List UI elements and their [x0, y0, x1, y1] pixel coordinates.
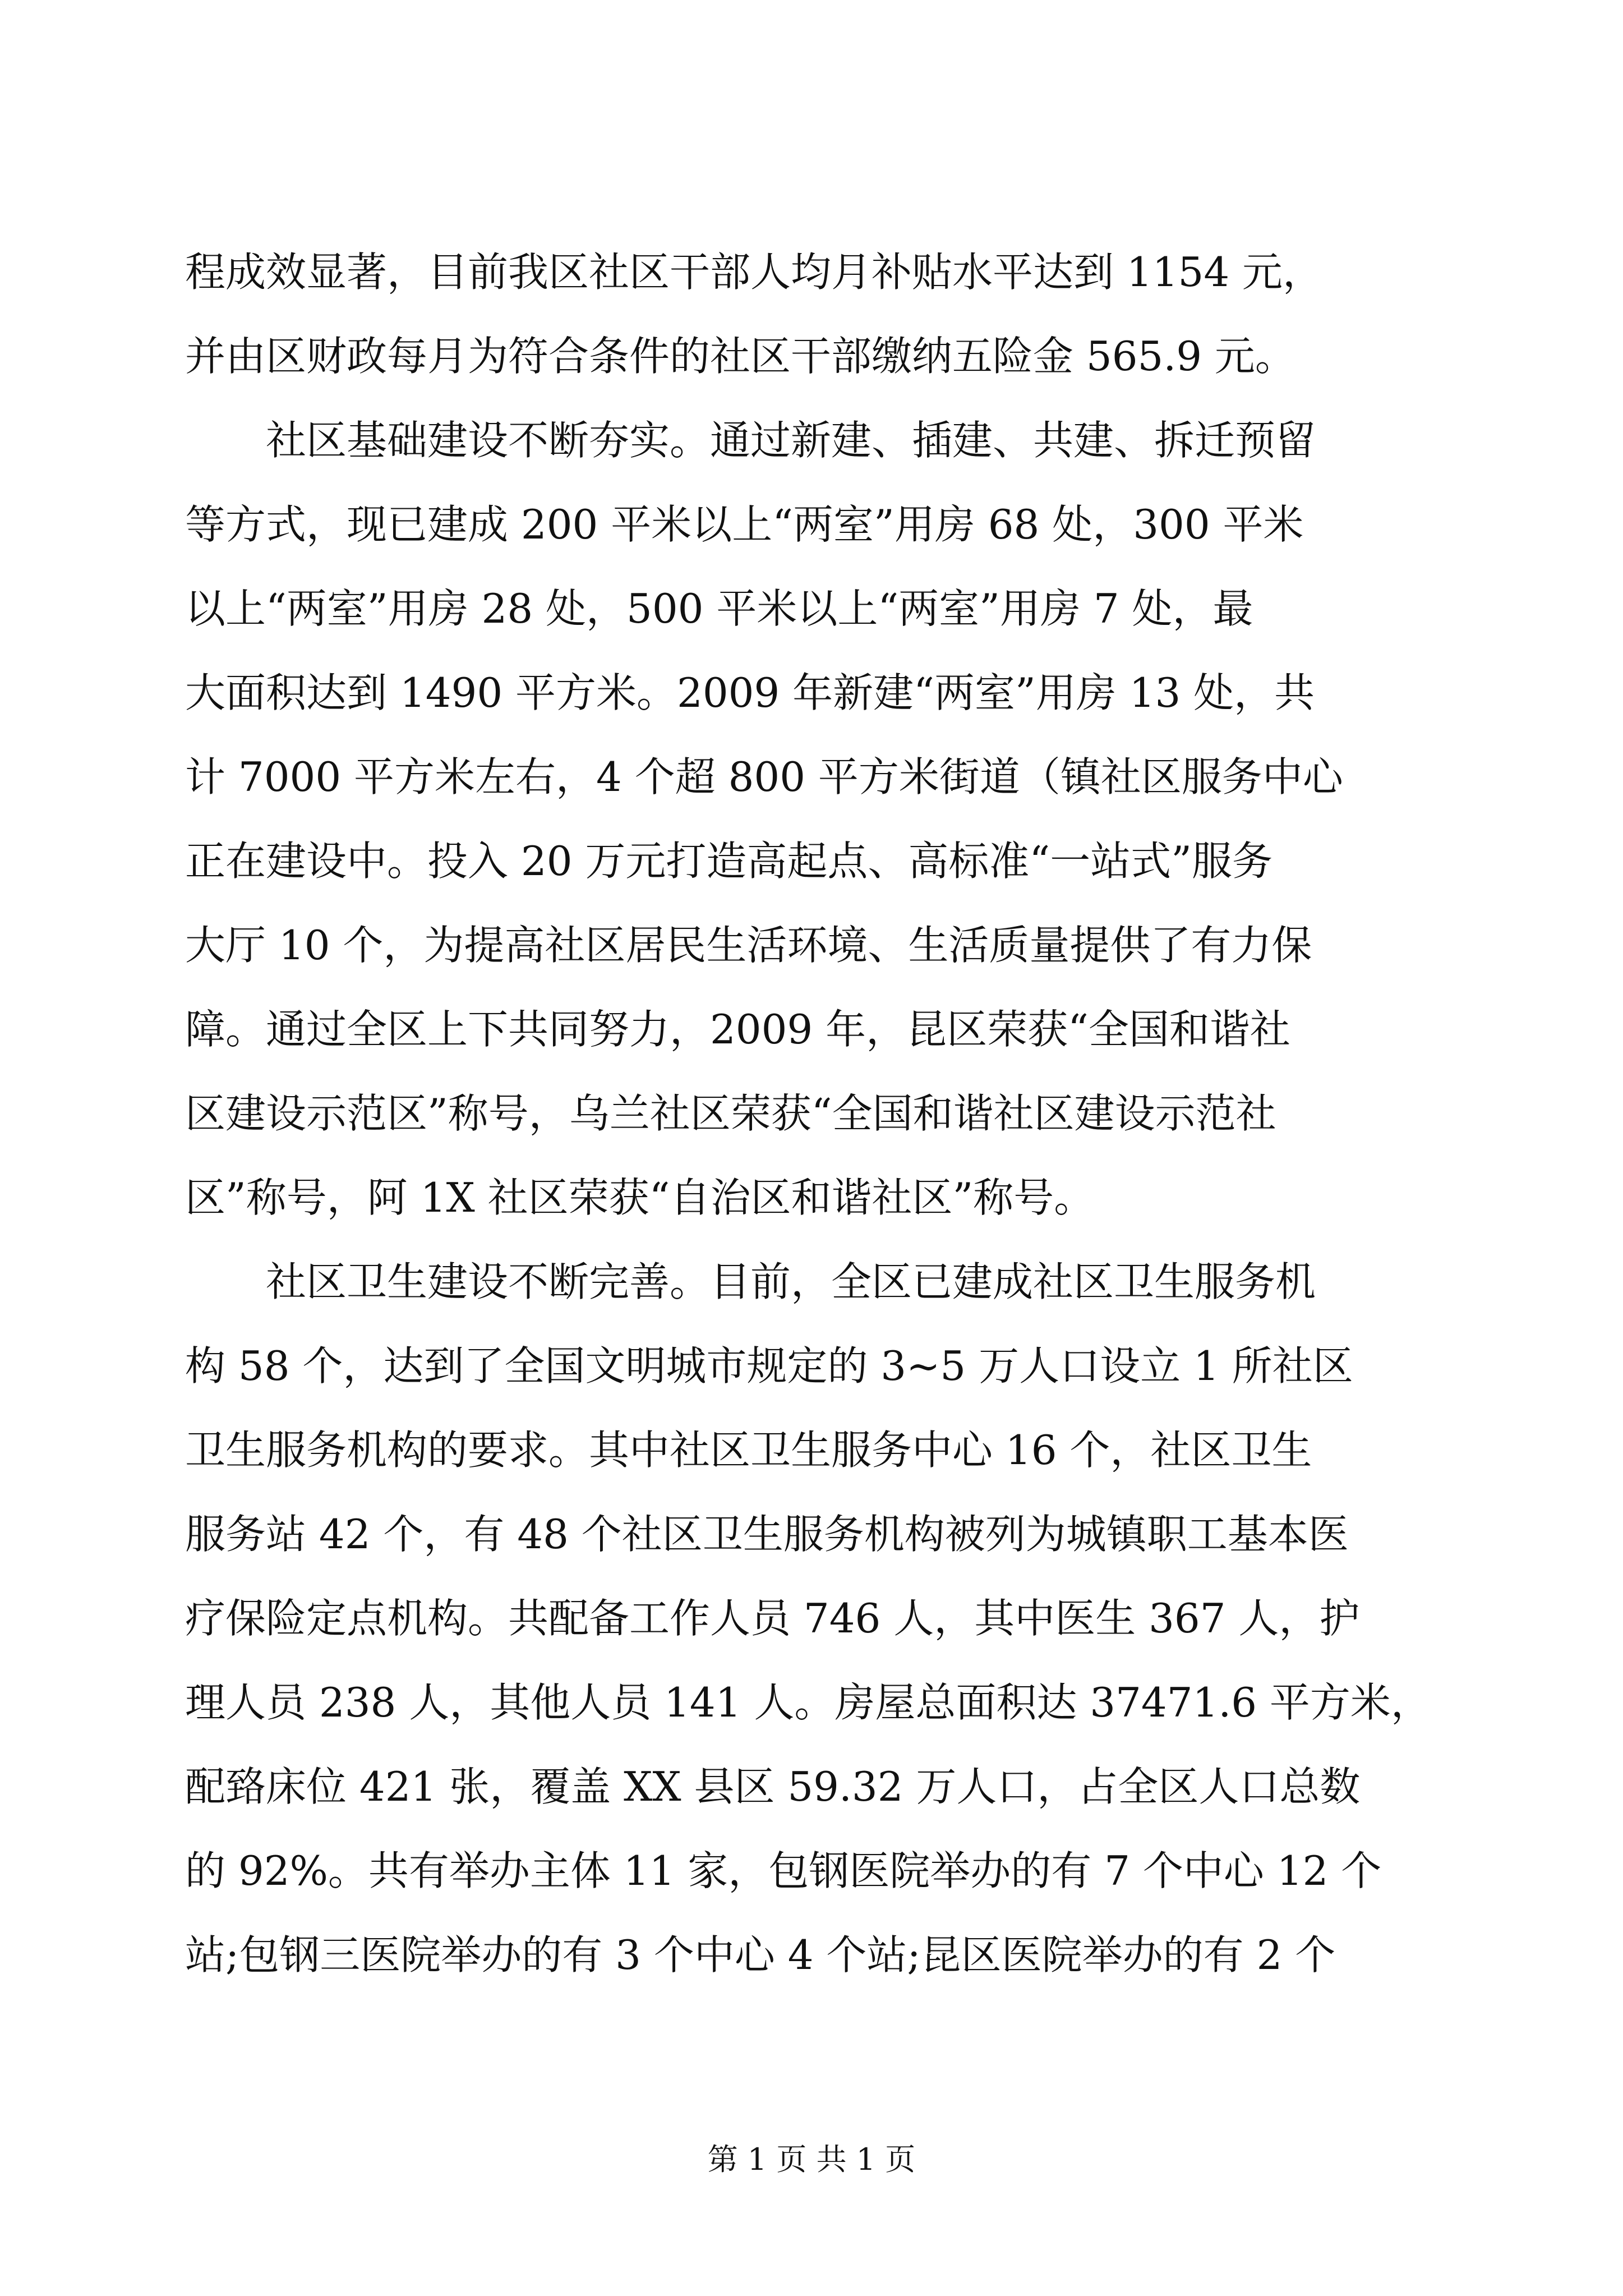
text-line-14: 构 58 个，达到了全国文明城市规定的 3~5 万人口设立 1 所社区 [185, 1342, 1353, 1389]
text-line-8: 正在建设中。投入 20 万元打造高起点、高标准“一站式”服务 [185, 838, 1273, 885]
text-line-1: 程成效显著，目前我区社区干部人均月补贴水平达到 1154 元， [185, 249, 1324, 296]
text-line-2: 并由区财政每月为符合条件的社区干部缴纳五险金 565.9 元。 [185, 333, 1295, 380]
text-line-11: 区建设示范区”称号，乌兰社区荣获“全国和谐社区建设示范社 [185, 1090, 1276, 1137]
text-line-18: 理人员 238 人，其他人员 141 人。房屋总面积达 37471.6 平方米， [185, 1679, 1431, 1726]
text-line-6: 大面积达到 1490 平方米。2009 年新建“两室”用房 13 处，共 [185, 669, 1315, 716]
text-line-12: 区”称号，阿 1X 社区荣获“自治区和谐社区”称号。 [185, 1174, 1095, 1221]
text-line-20: 的 92%。共有举办主体 11 家，包钢医院举办的有 7 个中心 12 个 [185, 1847, 1382, 1894]
text-line-17: 疗保险定点机构。共配备工作人员 746 人，其中医生 367 人，护 [185, 1595, 1360, 1642]
text-line-9: 大厅 10 个，为提高社区居民生活环境、生活质量提供了有力保 [185, 922, 1312, 969]
text-line-3: 社区基础建设不断夯实。通过新建、插建、共建、拆迁预留 [185, 417, 1316, 464]
text-line-4: 等方式，现已建成 200 平米以上“两室”用房 68 处，300 平米 [185, 501, 1304, 548]
text-line-5: 以上“两室”用房 28 处，500 平米以上“两室”用房 7 处，最 [185, 585, 1253, 632]
text-line-10: 障。通过全区上下共同努力，2009 年，昆区荣获“全国和谐社 [185, 1006, 1290, 1053]
page-footer: 第 1 页 共 1 页 [707, 2142, 916, 2177]
text-line-19: 配臵床位 421 张，覆盖 XX 县区 59.32 万人口，占全区人口总数 [185, 1763, 1361, 1810]
text-line-13: 社区卫生建设不断完善。目前，全区已建成社区卫生服务机 [185, 1258, 1316, 1305]
text-line-7: 计 7000 平方米左右，4 个超 800 平方米街道（镇社区服务中心 [185, 753, 1343, 800]
text-line-16: 服务站 42 个，有 48 个社区卫生服务机构被列为城镇职工基本医 [185, 1511, 1349, 1558]
text-line-21: 站;包钢三医院举办的有 3 个中心 4 个站;昆区医院举办的有 2 个 [185, 1931, 1336, 1978]
text-line-15: 卫生服务机构的要求。其中社区卫生服务中心 16 个，社区卫生 [185, 1427, 1312, 1474]
